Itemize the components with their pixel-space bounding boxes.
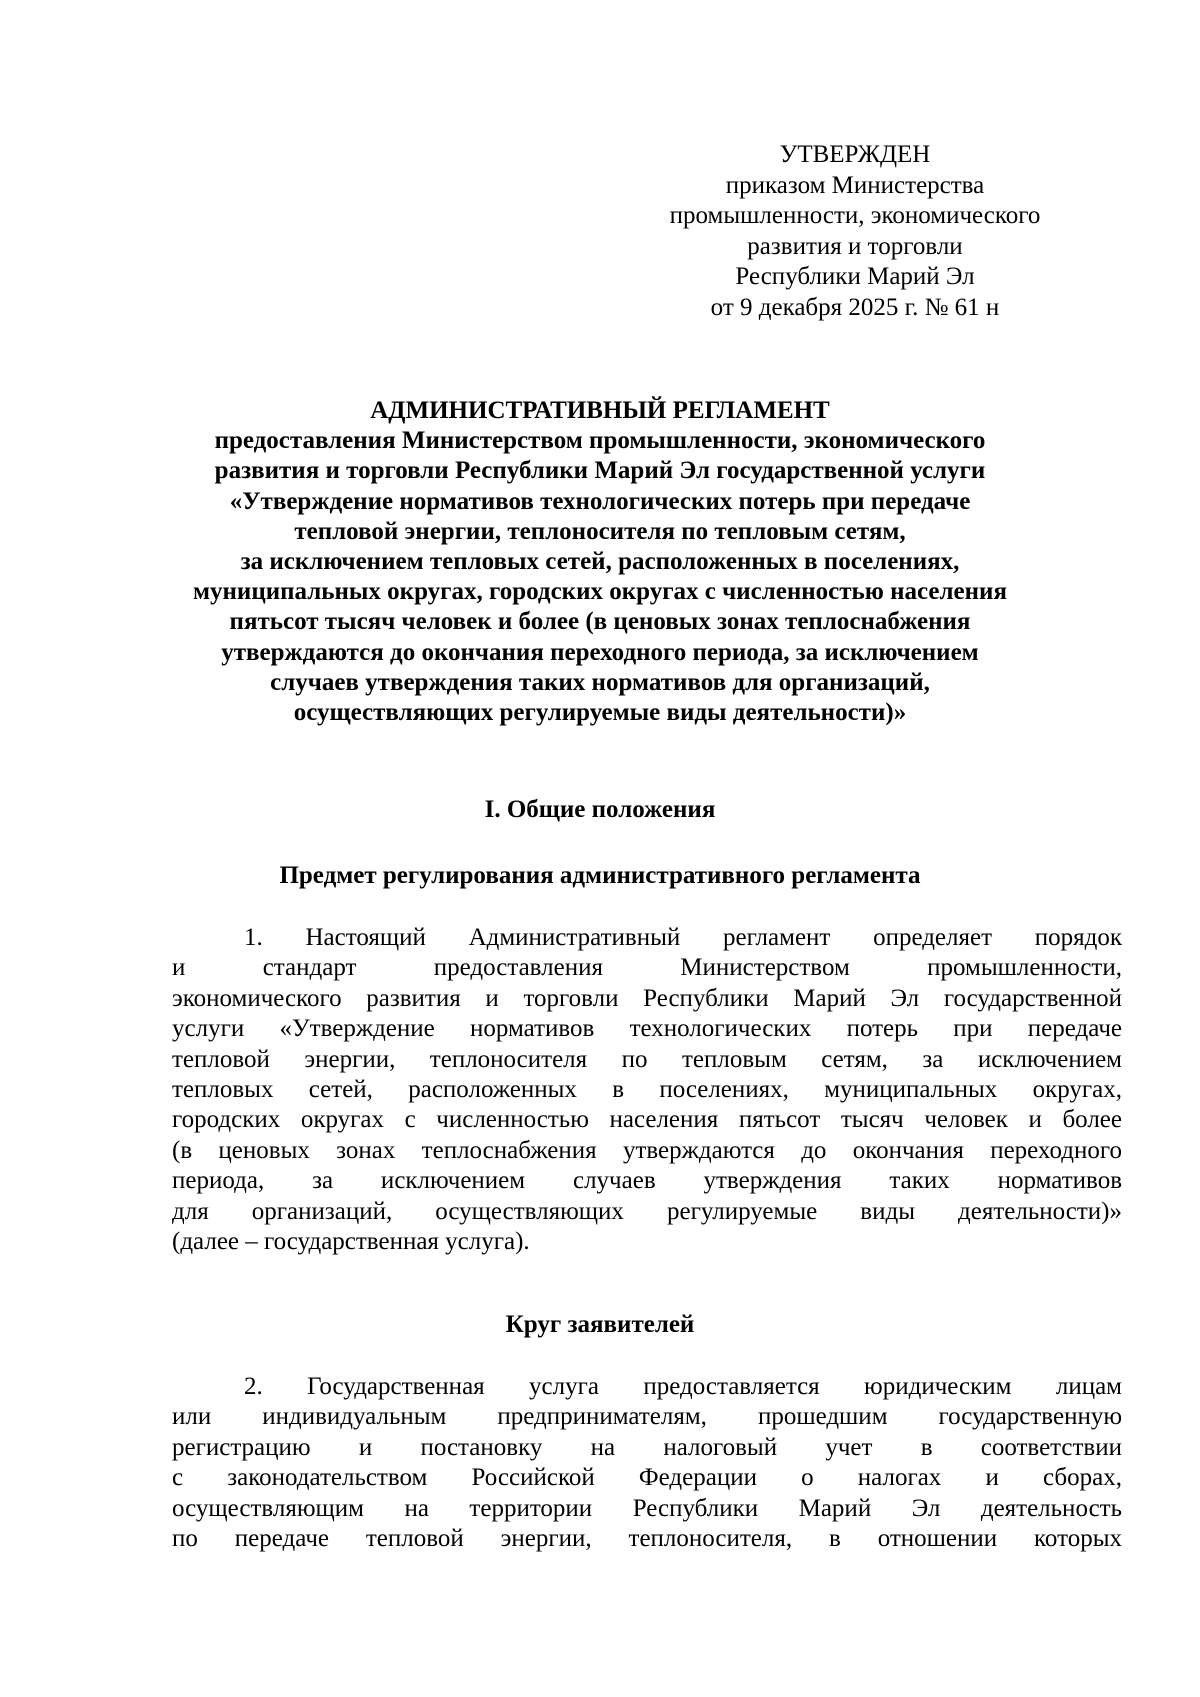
paragraph-line: периода, за исключением случаев утверждения таких нормативов xyxy=(172,1167,1122,1195)
approval-line: Республики Марий Эл xyxy=(735,263,975,290)
title-line: за исключением тепловых сетей, расположенных в поселениях, xyxy=(240,548,960,576)
approval-line: развития и торговли xyxy=(747,232,963,260)
title-line: пятьсот тысяч человек и более (в ценовых зонах теплоснабжения xyxy=(229,608,971,636)
subheading-applicants: Круг заявителей xyxy=(505,1311,695,1338)
approval-line: от 9 декабря 2025 г. № 61 н xyxy=(710,293,1000,321)
title-line: предоставления Министерством промышленности, экономического xyxy=(214,427,986,455)
paragraph-1 xyxy=(172,923,1122,1257)
paragraph-2 xyxy=(172,1372,1122,1554)
title-line: АДМИНИСТРАТИВНЫЙ РЕГЛАМЕНТ xyxy=(370,397,830,424)
paragraph-line: тепловых сетей, расположенных в поселениях, муниципальных округах, xyxy=(172,1076,1122,1104)
paragraph-line: осуществляющим на территории Республики Марий Эл деятельность xyxy=(172,1494,1122,1522)
paragraph-line: и стандарт предоставления Министерством промышленности, xyxy=(172,954,1122,982)
paragraph-line: 1. Настоящий Административный регламент определяет порядок xyxy=(244,924,1122,951)
paragraph-line: с законодательством Российской Федерации о налогах и сборах, xyxy=(172,1464,1122,1492)
title-line: муниципальных округах, городских округах с численностью населения xyxy=(192,578,1007,606)
paragraph-line: (далее – государственная услуга). xyxy=(172,1228,530,1256)
approval-line: промышленности, экономического xyxy=(669,202,1041,229)
title-line: тепловой энергии, теплоносителя по тепловым сетям, xyxy=(294,517,906,545)
title-line: «Утверждение нормативов технологических потерь при передаче xyxy=(229,487,971,515)
title-line: утверждаются до окончания переходного периода, за исключением xyxy=(221,638,979,666)
title-line: осуществляющих регулируемые виды деятельности)» xyxy=(293,699,907,727)
paragraph-line: (в ценовых зонах теплоснабжения утверждаются до окончания переходного xyxy=(172,1136,1122,1164)
paragraph-line: 2. Государственная услуга предоставляется юридическим лицам xyxy=(244,1373,1122,1400)
title-line: развития и торговли Республики Марий Эл государственной услуги xyxy=(214,457,986,485)
paragraph-line: регистрацию и постановку на налоговый учет в соответствии xyxy=(172,1433,1122,1461)
paragraph-line: тепловой энергии, теплоносителя по тепловым сетям, за исключением xyxy=(172,1045,1122,1073)
paragraph-line: городских округах с численностью населения пятьсот тысяч человек и более xyxy=(172,1106,1122,1134)
paragraph-line: по передаче тепловой энергии, теплоносителя, в отношении которых xyxy=(172,1525,1122,1553)
approval-line: приказом Министерства xyxy=(725,171,985,199)
paragraph-line: или индивидуальным предпринимателям, прошедшим государственную xyxy=(172,1403,1122,1431)
paragraph-line: для организаций, осуществляющих регулируемые виды деятельности)» xyxy=(172,1197,1122,1225)
approval-line: УТВЕРЖДЕН xyxy=(779,141,931,168)
paragraph-line: экономического развития и торговли Республики Марий Эл государственной xyxy=(172,984,1122,1012)
subheading-subject: Предмет регулирования административного регламента xyxy=(279,862,921,889)
paragraph-line: услуги «Утверждение нормативов технологических потерь при передаче xyxy=(172,1015,1122,1043)
approval-stamp xyxy=(620,140,1090,323)
title-line: случаев утверждения таких нормативов для организаций, xyxy=(270,668,930,696)
section-heading: I. Общие положения xyxy=(484,796,716,823)
document-title xyxy=(100,396,1100,728)
